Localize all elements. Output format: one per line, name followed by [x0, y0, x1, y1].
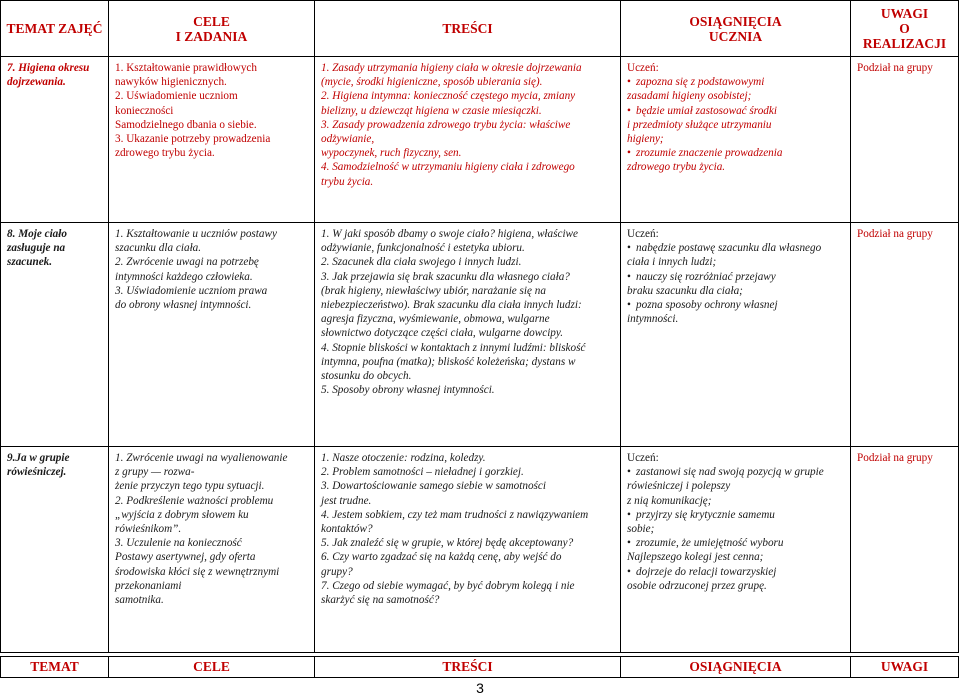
text-line: samotnika. — [115, 594, 164, 607]
text-line: 2. Szacunek dla ciała swojego i innych ludzi. — [321, 256, 522, 269]
text-line: z nią komunikację; — [627, 494, 712, 507]
list-item — [627, 104, 844, 147]
text-line: zapozna się z podstawowymi — [636, 76, 765, 89]
text-line: 3. Jak przejawia się brak szacunku dla własnego ciała? — [321, 270, 570, 283]
text-line: osobie odrzuconej przez grupę. — [627, 579, 767, 592]
text-line: zastanowi się nad swoją pozycją w grupie — [636, 466, 824, 479]
text-line: dojrzewania. — [7, 76, 66, 89]
achievements-list — [627, 75, 844, 174]
page-number: 3 — [476, 680, 484, 696]
text-line: kontaktów? — [321, 523, 373, 536]
text-line: 4. Samodzielność w utrzymaniu higieny ciała i zdrowego — [321, 161, 575, 174]
list-item — [627, 565, 844, 593]
list-item — [627, 465, 844, 508]
text-line: higieny; — [627, 133, 664, 146]
cell-topic — [1, 447, 109, 653]
text-line: 5. Sposoby obrony własnej intymności. — [321, 384, 495, 397]
text-line: pozna sposoby ochrony własnej — [636, 299, 778, 312]
header-achievements: OSIĄGNIĘCIA UCZNIA — [621, 1, 851, 57]
text-line: 1. Zwrócenie uwagi na wyalienowanie — [115, 452, 288, 464]
text-line: środowiska kłóci się z wewnętrznymi — [115, 565, 280, 578]
text-line: wypoczynek, ruch fizyczny, sen. — [321, 147, 462, 160]
cell-notes: Podział na grupy — [851, 223, 959, 447]
cell-topic — [1, 57, 109, 223]
header-content: TREŚCI — [315, 1, 621, 57]
text-line: 1. W jaki sposób dbamy o swoje ciało? higiena, właściwe — [321, 228, 578, 240]
list-item — [627, 508, 844, 536]
text-line: nabędzie postawę szacunku dla własnego — [636, 242, 822, 255]
text-line: skarżyć się na samotność? — [321, 594, 440, 607]
cell-notes: Podział na grupy — [851, 57, 959, 223]
text-line: zasługuje na — [7, 242, 66, 255]
text-line: bielizny, u dziewcząt higiena w czasie miesiączki. — [321, 104, 542, 117]
table-row — [1, 57, 959, 223]
text-line: 4. Jestem sobkiem, czy też mam trudności z nawiązywaniem — [321, 508, 589, 521]
text-line: (mycie, środki higieniczne, sposób ubierania się). — [321, 76, 543, 89]
footer-goals: CELE — [109, 657, 315, 678]
text-line: 1. Zasady utrzymania higieny ciała w okresie dojrzewania — [321, 62, 582, 74]
cell-content — [315, 447, 621, 653]
cell-goals — [109, 223, 315, 447]
cell-achievements: Uczeń: • nabędzie postawę szacunku dla własnego ciała i innych ludzi; • nauczy się rozróżniać przejawy braku szacunku dla ciała; • pozna sposoby ochrony własnej intymności. — [621, 223, 851, 447]
text-line: zdrowego trybu życia. — [115, 147, 215, 160]
footer-content: TREŚCI — [315, 657, 621, 678]
text-line: odżywianie, funkcjonalność i estetyka ubioru. — [321, 242, 525, 255]
header-goals: CELE I ZADANIA — [109, 1, 315, 57]
text-line: zasadami higieny osobistej; — [627, 90, 752, 103]
text-line: rówieśniczej i polepszy — [627, 480, 731, 493]
cell-topic — [1, 223, 109, 447]
text-line: 8. Moje ciało — [7, 228, 67, 240]
text-line: rówieśnikom”. — [115, 523, 182, 536]
text-line: 1. Nasze otoczenie: rodzina, koledzy. — [321, 452, 486, 464]
text-line: 6. Czy warto zgadzać się na każdą cenę, aby wejść do — [321, 551, 562, 564]
text-line: Postawy asertywnej, gdy oferta — [115, 551, 256, 564]
text-line: 3. Uświadomienie uczniom prawa — [115, 284, 268, 297]
text-line: zrozumie, że umiejętność wyboru — [636, 537, 784, 550]
cell-achievements: Uczeń: • zastanowi się nad swoją pozycją w grupie rówieśniczej i polepszy z nią komunikację; • przyjrzy się krytycznie samemu sobie; • zrozumie, że umiejętność wyboru Najlepszego kolegi jest cenna; • dojrzeje do relacji towarzyskiej osobie odrzuconej przez grupę. — [621, 447, 851, 653]
text-line: braku szacunku dla ciała; — [627, 284, 743, 297]
text-line: szacunek. — [7, 256, 53, 269]
footer-header-row — [0, 656, 959, 678]
text-line: nauczy się rozróżniać przejawy — [636, 270, 776, 283]
text-line: zdrowego trybu życia. — [627, 161, 726, 174]
text-line: rówieśniczej. — [7, 466, 67, 479]
text-line: 3. Zasady prowadzenia zdrowego trybu życia: właściwe — [321, 118, 571, 131]
header-notes: UWAGI O REALIZACJI — [851, 1, 959, 57]
text-line: 1. Kształtowanie u uczniów postawy — [115, 228, 277, 240]
text-line: zrozumie znaczenie prowadzenia — [636, 147, 783, 160]
text-line: 3. Uczulenie na konieczność — [115, 537, 242, 550]
cell-goals — [109, 57, 315, 223]
list-item — [627, 270, 844, 298]
text-line: przekonaniami — [115, 579, 182, 592]
header-topic: TEMAT ZAJĘĆ — [1, 1, 109, 57]
achievements-list — [627, 241, 844, 326]
text-line: słownictwo dotyczące części ciała, wulgarne dowcipy. — [321, 327, 564, 340]
text-line: intymna, poufna (matka); bliskość koleżeńska; dystans w — [321, 355, 576, 368]
table-row — [1, 447, 959, 653]
text-line: 7. Czego od siebie wymagać, by być dobrym kolegą i nie — [321, 579, 575, 592]
text-line: agresja fizyczna, wyśmiewanie, obmowa, wulgarne — [321, 313, 550, 326]
text-line: 2. Podkreślenie ważności problemu — [115, 494, 274, 507]
text-line: przyjrzy się krytycznie samemu — [636, 508, 775, 521]
cell-content — [315, 223, 621, 447]
list-item — [627, 146, 844, 174]
text-line: do obrony własnej intymności. — [115, 299, 252, 312]
text-line: 2. Zwrócenie uwagi na potrzebę — [115, 256, 259, 269]
table-row — [1, 223, 959, 447]
text-line: intymności każdego człowieka. — [115, 270, 253, 283]
list-item — [627, 75, 844, 103]
text-line: Najlepszego kolegi jest cenna; — [627, 551, 764, 564]
text-line: intymności. — [627, 313, 679, 326]
text-line: i przedmioty służące utrzymaniu — [627, 118, 772, 131]
text-line: trybu życia. — [321, 175, 374, 188]
list-item — [627, 536, 844, 564]
text-line: sobie; — [627, 523, 655, 536]
footer-topic: TEMAT — [1, 657, 109, 678]
text-line: 1. Kształtowanie prawidłowych — [115, 62, 257, 74]
footer-achievements: OSIĄGNIĘCIA — [621, 657, 851, 678]
cell-achievements: Uczeń: • zapozna się z podstawowymi zasadami higieny osobistej; • będzie umiał zastosować środki i przedmioty służące utrzymaniu higieny; • zrozumie znaczenie prowadzenia zdrowego trybu życia. — [621, 57, 851, 223]
cell-goals — [109, 447, 315, 653]
text-line: 2. Higiena intymna: konieczność częstego mycia, zmiany — [321, 90, 576, 103]
list-item — [627, 298, 844, 326]
list-item — [627, 241, 844, 269]
text-line: 2. Uświadomienie uczniom — [115, 90, 238, 103]
text-line: nawyków higienicznych. — [115, 76, 227, 89]
text-line: 2. Problem samotności – nieładnej i gorzkiej. — [321, 466, 524, 479]
header-row — [1, 1, 959, 57]
text-line: (brak higieny, niewłaściwy ubiór, narażanie się na — [321, 284, 546, 297]
text-line: grupy? — [321, 565, 353, 578]
text-line: konieczności — [115, 104, 174, 117]
text-line: będzie umiał zastosować środki — [636, 104, 777, 117]
text-line: 9.Ja w grupie — [7, 452, 70, 464]
cell-notes: Podział na grupy — [851, 447, 959, 653]
text-line: 3. Dowartościowanie samego siebie w samotności — [321, 480, 546, 493]
text-line: z grupy — rozwa- — [115, 466, 195, 479]
footer-notes: UWAGI — [851, 657, 959, 678]
text-line: 7. Higiena okresu — [7, 62, 90, 74]
text-line: jest trudne. — [321, 494, 372, 507]
text-line: „wyjścia z dobrym słowem ku — [115, 508, 249, 521]
text-line: żenie przyczyn tego typu sytuacji. — [115, 480, 265, 493]
text-line: odżywianie, — [321, 133, 375, 146]
text-line: 3. Ukazanie potrzeby prowadzenia — [115, 133, 271, 146]
achievements-list — [627, 465, 844, 593]
text-line: niebezpieczeństwo). Brak szacunku dla ciała innych ludzi: — [321, 299, 582, 312]
cell-content — [315, 57, 621, 223]
text-line: szacunku dla ciała. — [115, 242, 202, 255]
text-line: 4. Stopnie bliskości w kontaktach z innymi ludźmi: bliskość — [321, 341, 586, 354]
text-line: dojrzeje do relacji towarzyskiej — [636, 565, 777, 578]
text-line: stosunku do obcych. — [321, 370, 412, 383]
text-line: Samodzielnego dbania o siebie. — [115, 118, 257, 131]
text-line: 5. Jak znaleźć się w grupie, w której będę akceptowany? — [321, 537, 574, 550]
text-line: ciała i innych ludzi; — [627, 256, 717, 269]
